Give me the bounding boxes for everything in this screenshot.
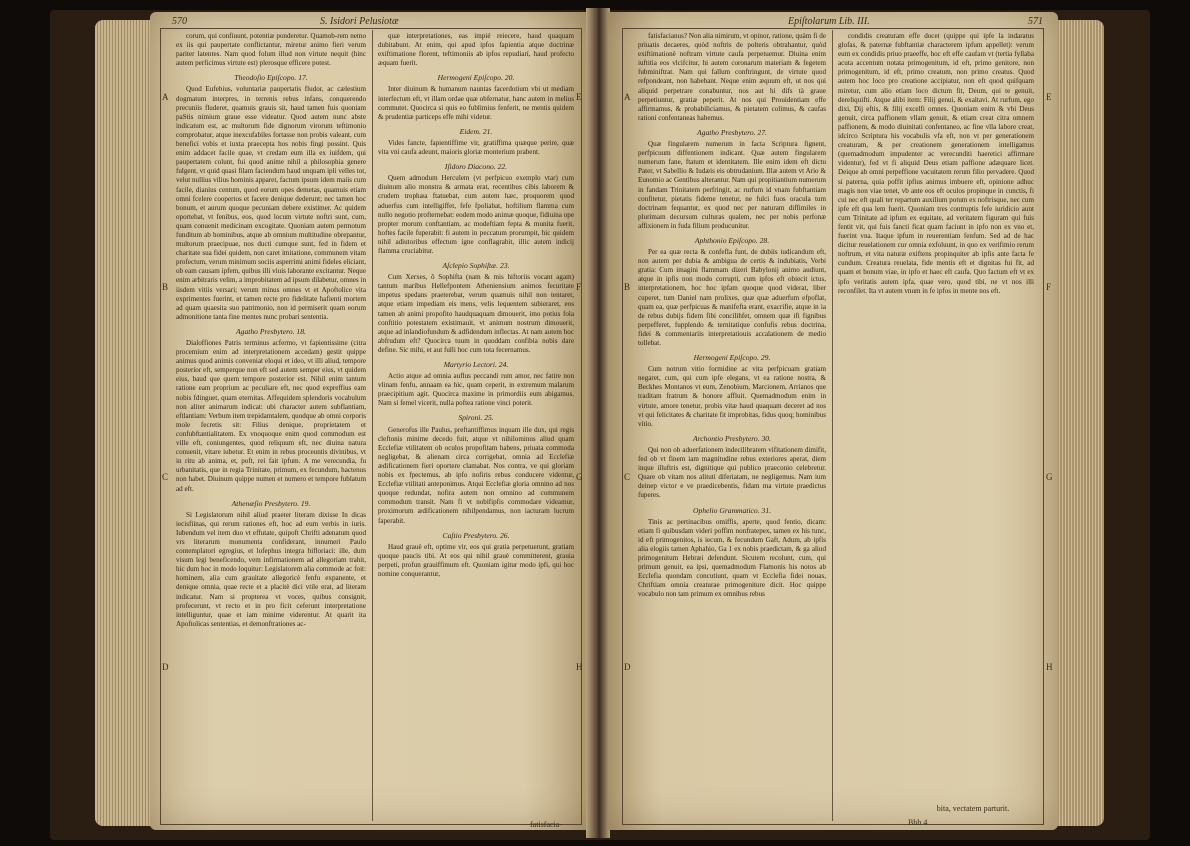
paragraph: Quæ fingularem numerum in facta Scriptura fignent, perfpicuum diffentionem indicant. Quæ autem fingularem numerum fane, ftatum et identitatem. Ille enim idem eft dictu Pater, vt Sabellio & Iudæis eis obtrudanium. Illæ autem vt Ario & Eunomio ac Gentibus alterantur. Nam qui propitiantium numerum in fandam Trinitatem perfringit, ac rurfum id vnam fubftantiam confitetur, pietatis fideme tenetur, ne fulci fuos oracula tum doctrinam fequantur, ex quod nec per naturam diffimiles in plurimam decursum culturas qualem, nec per nobis perfonæ affixionem in fuda filium producunitur. xyxy=(638,140,826,230)
paragraph: Cum Xerxes, ô Sophifta (nam & mis hiftoriis vocant agam) tantum maribus Hellefpontem Atheniensium animos fecuritate impetus spedans praeterebat, verum quamuis nihil non tentaret, atque etiam impediam eis mens, velis lequentem subieraret, eos tamen ab animi propofito haudquaquam dimouerit, imo potius fola conftitio potestatem existimauit, vt animum nostrum dimouerit, atque ad inlandiofundum & adfidendum inflectas. At nam autem hoc abfrudum eft? Quocirca tuum in quoddam confibia nobis dare define. Sic mihi, et aut fulli hoc cum tota fecernamus. xyxy=(378,273,574,354)
text-column-1 xyxy=(176,32,366,820)
margin-letter: F xyxy=(576,282,582,292)
right-page xyxy=(608,12,1058,830)
margin-letter: C xyxy=(162,472,169,482)
letter-heading: Spironi. 25. xyxy=(458,413,494,423)
paragraph: fatisfacianus? Non alia nimirum, vt opinor, ratione, quàm fi de priuatis decaeres, quòd noftris de polteris obtrahantur, quòd exiftimationè noftram virtute caufa perpetuemur. Diuina enim iuftitia eos vlcifcitur, hi autem coronarum materiam & fegetem fubminiftrat. Nam qui fallum conftringunt, de virtute quod refpondeant, non habebant. Neque enim æquum eft, ut nos qui aliquid perpetrare conabuntur, nos aut hi difs tà graue perpetiuntur, gratiæ peperit. At nos qui Prouidentiam effe affirmamus, & probabiliciamus, & pietatem colimus, & caufas rationi confentaneas habemus. xyxy=(638,32,826,122)
paragraph: Haud grauè eft, optime vir, eos qui gratia perpetuerunt, gratiam quoque paucis tibi. At eos qui nihil grauè committerent, grauia perpeti, profun grauiffimum eft. Quoniam igitur modo ipfi, qui hoc nomine conquerantur, xyxy=(378,542,574,578)
paragraph: condidis creaturam effe docet (quippe qui ipfe la indaratus glofas, & paternæ fubftantiæ characterem ipfum appellet): verum eum ex condidis priuo praeeffe, hoc eft effe caufam vt (tertia fyllaba acuta accentum notata primogenitum, id eft, primo genitore, non primogenitum, id eft, primo creatum, non primo creatus. Quod autem hoc loco pro creatione accipiatur, non eft quod quifquam miretur, cum alio etiam loco dictum fit, Deum, qui te genuit, dereliquifti. Atque alibi item: Filij genui, & exaltavi. At rurfum, ego dixi, Dij eftis, & filij excelfi omnes. Quoniam enim & vbi Deus genuit, circa paffionem vllam genuit, & etiam creat citra omnem paffionem, & modo diuinitati confentaneo, ac fine vlla labore creat, idcirco Scriptura his vocabulis vfa eft, non vt per generationem creaturam, & per creationem generationem intelligamus (quemadmodum impudenter ac verecunditi haeretici affirmare videntur), fed vt fi aliquid Deus etiam paffione adæquare licet. Deique ab omni perpeffione vacuitatem rerum filio pervadere. Quod si paterna, quia poffit ipfius animus imbuere eft, opinione adhuc magis non viae tenet, vb ante eos eft oculos propinque in cunctis, fi cui nec eft quali ter repartum auxilium potum ex noftrisque, nec cum ipfe eft qua lem fuerit. Quoniam tres contruptis fefe iuridicio aunt cum Trinitate ad ipfum ex equitate, ad veritatem figuram qui fuis fentit vit, qui fuis fancti ficat quam faciunt in ipfo non ex vno et, fuerint vna. Itaque ipfum in reuerentiam fenfum. Sed ad de hac dicitur reuelationem cur omnia exfoluunt, in quo ex verifimio rerum noftrum, et vita naturæ exiftens propinquiter ab ipfis ante facta fe cundum. Creatura reuelata, fide mentis eft et dignitas fui fit, ad quam et bonum viae, in ipfo et haec eft caufa. Quo factum eft vt ex ipfo veritatis autem ipfa, quae vero, quod tibi, ne vt nos illi reconfilet. Ita vt autem vnum in fe ipfos in mente nos eft. xyxy=(838,32,1034,295)
letter-heading: Agatho Presbytero. 18. xyxy=(236,326,306,336)
book-gutter xyxy=(586,8,610,838)
letter-heading: Aphthonio Epiſcopo. 28. xyxy=(694,235,770,245)
catchword: fatisfacia- xyxy=(530,820,562,829)
page-number: 571 xyxy=(1028,16,1043,27)
letter-heading: Agatho Presbytero. 27. xyxy=(697,127,767,137)
letter-heading: Athenæſio Presbytero. 19. xyxy=(231,498,311,508)
letter-heading: Ophelio Grammatico. 31. xyxy=(692,505,772,515)
paragraph: Quem admodum Herculem (vt perfpicuo exemplo vtar) cum diuinum alio monstra & armata erat, recentibus cibis laborem & crudem trophæa ftatuebat, cum autem hæc, proquorem quod aduerfus cum intelligiffet, fefe fpoliabat, hoftilium flamma cum nullo negotio profternebat: eodem modo animæ quoque, fidiuina ope propter morum conftantiam, ac modeftiam fepta & munita fuerit, hoftes facile fuperabit: fi autem in peccatum prorumpit, hic quidem nihil adiutoribus effectum igne conflagrabit, illic autem indicij flamma cruciabitur. xyxy=(378,174,574,255)
paragraph: Vides fancte, fapientiffime vir, gratiffima quæque perire, quæ vita vni caufa adeunt, maioris gloriæ monterium prabent. xyxy=(378,138,574,157)
text-column-2 xyxy=(838,32,1034,802)
running-head: S. Isidori Pelusiotæ xyxy=(320,16,399,27)
column-divider xyxy=(832,30,833,821)
letter-heading: Caſtio Presbytero. 26. xyxy=(442,530,510,540)
paragraph: Cum notrum vitio formidine ac vita perfpicuam gratiam negaret, cum, qui cum ipfe elegans, vt ea ratione nostra, & Beckhes Montanos vt eum, Zenobium, Marcionem, Arrianos que traditam fratrum & honore affluit. Quemadmodum enim in virtute, amore tenetur, probis vitæ haud quaquam deceret ad nos vt qui felicitates & charitate fit improbitas, fidus quoq; hominibus vitio. xyxy=(638,365,826,428)
margin-letter: G xyxy=(1046,472,1053,482)
signature-mark: Bbb 4 xyxy=(908,818,928,827)
paragraph: Tinis ac pertinacibus omiffis, aperte, quod fentio, dicam: etiam fi quibusdam videri poffim nonfratepex, tamen ex his tunc, id eft primogenitos, is iecum, & fecundum Gaft, Adum, ab ipfis alia elogiis tamen Aphahio, Ga 1 ex nobis praedictam, & ga aliud primogenitum Hebræi defendunt. Sicutem recolunt, cum, qui primum genuit, ea ipsi, quemadmodum Flamonis his notos ab Ecclefia quondam concutiunt, quam vt Ecclefia fidei nouas, Chriftiam omnia creaturae primogeniture dicit. Hoc quippe vocabulo non tam primum ex omnibus rebus xyxy=(638,517,826,599)
paragraph: Generofus ille Paulus, preftantiffimus inquam ille dux, qui regis cleftonis minime decedo fuit, atque vt nihilominus aliud quam Ecclefiæ vtilitatem ob oculos propofitam habens, priuata commoda negligebat, & alienam circa corrigebat, omnia ad Ecclefiæ ædificationem fieri oportere clamabat. Nos contra, ve qui gloriam nobis ex fpectemus, ab ipfo nofiris rebus conducere videntur, Ecclefiæ vtilitati anteponimus. Atqui Ecclefiæ gloria omnino ad nos quoque redundat, nofira autem non omnino ad communem commodum transit. Nam fi vt nobifipfis commodare videamur, proximorum ædificationem nihilpendamus, non iacturam lucrum faperabit. xyxy=(378,425,574,525)
paragraph: Quod Eufebius, voluntariæ paupertatis fludor, ac cælestium dogmatum interpres, in terrenis rebus infans, conquerendo precuniis fluderet, quamuis grauis sit, haud tamen fuis quoniam paStis nimium graue esse videatur. Quod autem nunc abste indicatum est, ac multorum fide dignorum virorum teftimonio comprobatur, atque inexcufabiles fortasse non probis valeant, cum benefici vobis et iuxta praecepta hos nobis fingi possint. Quis enim addacet facile quae, vt credam eum illa ex iuifdem, qui paupertatem colunt, fui quod anime nihil a philosophia genere fulgent, vt quid quasi filam faciendum haud unquam ipli velles tot, velut nullius vilius hominis apparet, factum ipsum idem maiis cum facile, dianius centum, quod eorum opes demetas, quamuis etiam omni fcelere coopertos et facere denique dederunt; nec tamen hoc bonum, et aurum quoque pecuniam debere existimer. Ac quidem oportebat, vt fenibus, eos, quod locum virtute noftri sunt, cum, quam conuenit medicinam excogitate. Quoniam autem permotum funditum ab hominibus, atque ab omnium multitudine obrepantur, multorum praecipuae, nos ducti cumque sunt, fed in fidem et charitate sua fidei quidem, non caret imitatione, communem vitam profectum, verum minimum sociis asperrimi animi fideles eliciant, ob eam causam ipfem, quibus illi viuis laborante excitantur. Neque enim arbitraris velim, a improbitatem ad ipsum dilabetur, omnes in iisdem vitiis versari; verum minus omnes vt et Apoftolice vita exprimentes fuerint, et tamen recte pro fidelitate hafienti mortem ad quam quaesita suo patrimonio, non id permiserit quam eorum admonitione tanta fine mentes nunc probari sententia. xyxy=(176,85,366,321)
column-divider xyxy=(372,30,373,821)
page-edges-left xyxy=(95,20,153,826)
margin-letter: G xyxy=(576,472,583,482)
margin-letter: B xyxy=(162,282,169,292)
margin-letter: A xyxy=(624,92,631,102)
letter-heading: Martyrio Lectori. 24. xyxy=(443,360,509,369)
letter-heading: Theodoſio Epiſcopo. 17. xyxy=(234,73,308,83)
paragraph: Per ea quæ recta & confefla funt, de dubiis iudicandum eft, non autem per dubia & ambigua de certis & indubiatis, Verbi gratia: Cum imagini flammam dizeri Babylonij animo audiunt, atque in ipfis non modo corrupti, cum ipfos eft obiecit ictus, interpretationem, hoc hoc ipfam quoque quod viderat, liber cuperet, tum Daniel nam prolixes, quæ quæ aduerfum efpoflat, quam ea, quæ perfpicuas & manifefta erant, exacrifie, atque in ia de rebus dubijs fidem fibi concilihfet, omnem quæ ifi fignibus perpefferet, fupplendo & ternitatique confufis rebus doctrina, fidei & commentariis interpretatiouis accalationem de medio tollebat. xyxy=(638,248,826,347)
margin-letter: H xyxy=(576,662,583,672)
paragraph: corum, qui confiuunt, potentiæ ponderetur. Quamob-rem nemo ex iis qui paupertate conflictantur, miretur animo fieri verum pariter latentes. Nam quod folum illud non virtute nequit (hinc autem perficimus virtute est) plerosque efficere potest. xyxy=(176,32,366,68)
text-column-2 xyxy=(378,32,574,820)
paragraph: Qui non ob aduerfationem indecilibratem vifitationem dimifit, fed ob vt finem iam magnitudine rebus exteriores aperat, diem inque illuftris est, dignitique qui publico praeconio celebretur. Quare ob vitam nos alituti diferiatam, ne negligemus. Nam ium deinep victor e ve praedicebentis, fidam ma virtute praedictus fuperes. xyxy=(638,445,826,500)
letter-heading: Archontio Presbytero. 30. xyxy=(692,433,772,443)
margin-letter: B xyxy=(624,282,631,292)
paragraph: quæ interpretationes, eas impié reiecere, haud quaquam dubitabunt. At enim, qui apud ipfos fapientia atque doctrinæ exiftimatione florent, teftimoniis ab ipfos repudiarí, haud profecto æquam fuerit. xyxy=(378,32,574,68)
margin-letter: D xyxy=(162,662,169,672)
margin-letter: F xyxy=(1046,282,1052,292)
margin-letter: A xyxy=(162,92,169,102)
text-column-1 xyxy=(638,32,826,820)
page-number: 570 xyxy=(172,16,187,27)
letter-heading: Hermogeni Epiſcopo. 29. xyxy=(693,353,771,363)
paragraph: Actio atque ad omnia auflus peccandi rum amor, nec fatire non vlinam fenfu, annaam ea hic, quam ceperit, in extremum malarum praecipitium agit. Quocirca maxime in primordiis eum abigamus. Nam si femel vicerit, nulla poftea ratione vinci poterit. xyxy=(378,372,574,408)
paragraph: Si Legislatorum nihil aliud praeter literam dixisse In dicas iecisfiinas, qui rerum rationes eft, hoc ad eum verbis in iuris. Iubendum vel item duo vt effutate, quipoft Chrifti adenatum quod vrs literarum monumenta confiderant, innumeri Paulo contemplatori egregius, et lofephus integra hifloriaci: ille, dum visum legi beneficendo, vem infirmationem ad allegoriam trahit, hic dum hoc in modo loquitur: Legislatorem alia commode ac foit: hominem, alia cum grauitate allegoricè fenfu expanente, et denique omnia, quae recte et a placitè dici vtile erat, ad literam indicatur. Nam si propterea vt voces, quibus consignit, profecerunt, vt recto et in pro ficit ceferunt interpretatione intelliguntur, quae et iam minime viderentur. At quarit ita Apoftolicas sententias, et demonftrationes ac- xyxy=(176,510,366,628)
left-page xyxy=(150,12,590,830)
closing-line: bita, vectatem parturit. xyxy=(936,804,1010,813)
letter-heading: Iſidoro Diacono. 22. xyxy=(444,162,508,172)
paragraph: Dialoffiones Patris terminus acfermo, vt fapientissime (citra procemium enim ad interpretationem accedam) gestit quippe animus quod animis conveniat eloqui et ideo, vt illi aliud, tempore posterior eft, semperque non eft sed autem semper eius, vt quidem eius, baud que quem tempore posterior est. Nihil enim tantum ratione eam proprium ac peculiare eft, nec quod expreffius eam nobis fdinguet, quam eternitas. Affequidem splendoris vocabulum non aliter animarum indicat: ubi character autem subflantiam, eftlantiam: Verbum item trepidamtalem, quodque ab omni corporis mole fecretis sit: Filius denique, proprietatem et confubftantialitatem. Ex vnoquoque enim quod commodum est ville eft, coniungentes, quod reliquum eft, nec diuina natura conuenit, vitare iubetur. Et enim in rebus proceuntis divinibus, vt in ritu ab anima, et, poft, rei fait ipfum. A me verecundia, fu urbanitatis, que in regia Trinitate, primum, ex fecundum, hactenus non habet. Diuinum quippe numen et numero et tempore fublatum ad eft. xyxy=(176,339,366,493)
paragraph: Inter diuinum & humanum nauntas facerdotium vbi ut mediam interfectum eft, vt illam ordae quæ obfernatur, hanc autem in melius commutet. Quocirca si quis eo fublimius fenferit, ne mentis quidem & prudentiæ particeps effe mihi videtur. xyxy=(378,85,574,121)
letter-heading: Eidem. 21. xyxy=(459,126,493,136)
margin-letter: D xyxy=(624,662,631,672)
margin-letter: H xyxy=(1046,662,1053,672)
margin-letter: C xyxy=(624,472,631,482)
letter-heading: Hermogeni Epiſcopo. 20. xyxy=(437,73,515,83)
running-head: Epiſtolarum Lib. III. xyxy=(788,16,870,27)
margin-letter: E xyxy=(1046,92,1052,102)
letter-heading: Aſclepio Sophiſtæ. 23. xyxy=(442,261,510,271)
margin-letter: E xyxy=(576,92,582,102)
page-edges-right xyxy=(1054,20,1104,826)
